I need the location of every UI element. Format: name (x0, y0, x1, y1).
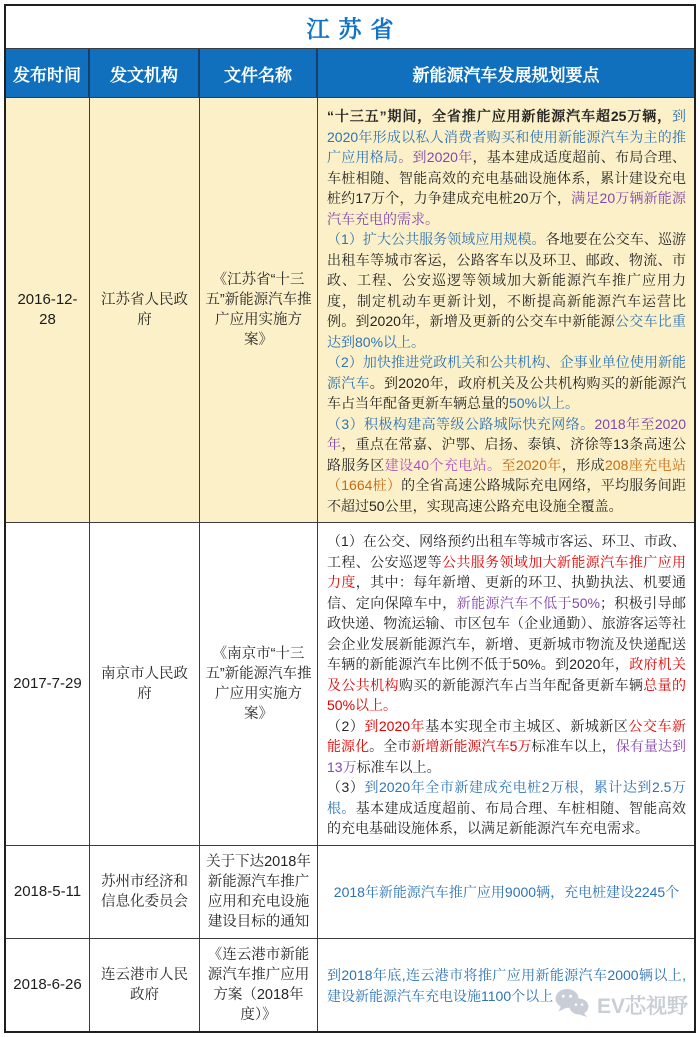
publish-date: 2017-7-29 (6, 523, 90, 845)
key-points: 到2018年底,连云港市将推广应用新能源汽车2000辆以上,建设新能源汽车充电设施1100个以上 (327, 967, 686, 1004)
table-row (6, 522, 694, 845)
key-points: 2018年新能源汽车推广应用9000辆，充电桩建设2245个 (333, 884, 680, 901)
table-row (6, 845, 694, 938)
col-header-doc-name: 文件名称 (200, 49, 318, 97)
publish-date: 2018-6-26 (6, 939, 90, 1031)
agency: 连云港市人民政府 (90, 939, 200, 1031)
doc-name: 《江苏省“十三五”新能源汽车推广应用实施方案》 (200, 98, 318, 522)
agency: 苏州市经济和信息化委员会 (90, 846, 200, 938)
province-table (4, 4, 696, 1033)
doc-name: 《连云港市新能源汽车推广应用方案（2018年度）》 (200, 939, 318, 1031)
col-header-agency: 发文机构 (90, 49, 200, 97)
doc-name: 《南京市“十三五”新能源汽车推广应用实施方案》 (200, 523, 318, 845)
publish-date: 2016-12-28 (6, 98, 90, 522)
col-header-key-points: 新能源汽车发展规划要点 (412, 65, 600, 85)
province-title: 江苏省 (306, 15, 403, 42)
table-row (6, 938, 694, 1031)
title-row (6, 6, 694, 48)
table-row (6, 97, 694, 522)
doc-name: 关于下达2018年新能源汽车推广应用和充电设施建设目标的通知 (200, 846, 318, 938)
col-header-publish-date: 发布时间 (6, 49, 90, 97)
key-points: “十三五”期间，全省推广应用新能源汽车超25万辆，到2020年形成以私人消费者购买和使用新能源汽车为主的推广应用格局。到2020年，基本建成适度超前、布局合理、车桩相随、智能高效的充电基础设施体系，累计建设充电桩约17万个，力争建成充电桩20万个，满足20万辆新能源汽车充电的需求。 （1）扩大公共服务领域应用规模。各地要在公交车、巡游出租车等城市客运，公路客车以及环卫、邮政、物流、市政、工程、公安巡逻等领域加大新能源汽车推广应用力度，制定机动车更新计划，不断提高新能源汽车运营比例。到2020年，新增及更新的公交车中新能源公交车比重达到80%以上。 （2）加快推进党政机关和公共机构、企事业单位使用新能源汽车。到2020年，政府机关及公共机构购买的新能源汽车占当年配备更新车辆总量的50%以上。 （3）积极构建高等级公路城际快充网络。2018年至2020年，重点在常嘉、沪鄂、启扬、泰镇、济徐等13条高速公路服务区建设40个充电站。至2020年，形成208座充电站（1664桩）的全省高速公路城际充电网络，平均服务间距不超过50公里，实现高速公路充电设施全覆盖。 (327, 108, 687, 514)
table-header-row (6, 48, 694, 97)
key-points: （1）在公交、网络预约出租车等城市客运、环卫、市政、工程、公安巡逻等公共服务领域加大新能源汽车推广应用力度，其中：每年新增、更新的环卫、执勤执法、机要通信、定向保障车中，新能源汽车不低于50%；积极引导邮政快递、物流运输、市区包车（企业通勤）、旅游客运等社会企业发展新能源汽车，新增、更新城市物流及快递配送车辆的新能源汽车比例不低于50%。到2020年，政府机关及公共机构购买的新能源汽车占当年配备更新车辆总量的50%以上。 （2）到2020年基本实现全市主城区、新城新区公交车新能源化。全市新增新能源汽车5万标准车以上，保有量达到13万标准车以上。 （3）到2020年全市新建成充电桩2万根，累计达到2.5万根。基本建成适度超前、布局合理、车桩相随、智能高效的充电基础设施体系，以满足新能源汽车充电需求。 (327, 533, 687, 836)
agency: 南京市人民政府 (90, 523, 200, 845)
publish-date: 2018-5-11 (6, 846, 90, 938)
watermark-label: EV芯视野 (596, 995, 688, 1018)
agency: 江苏省人民政府 (90, 98, 200, 522)
